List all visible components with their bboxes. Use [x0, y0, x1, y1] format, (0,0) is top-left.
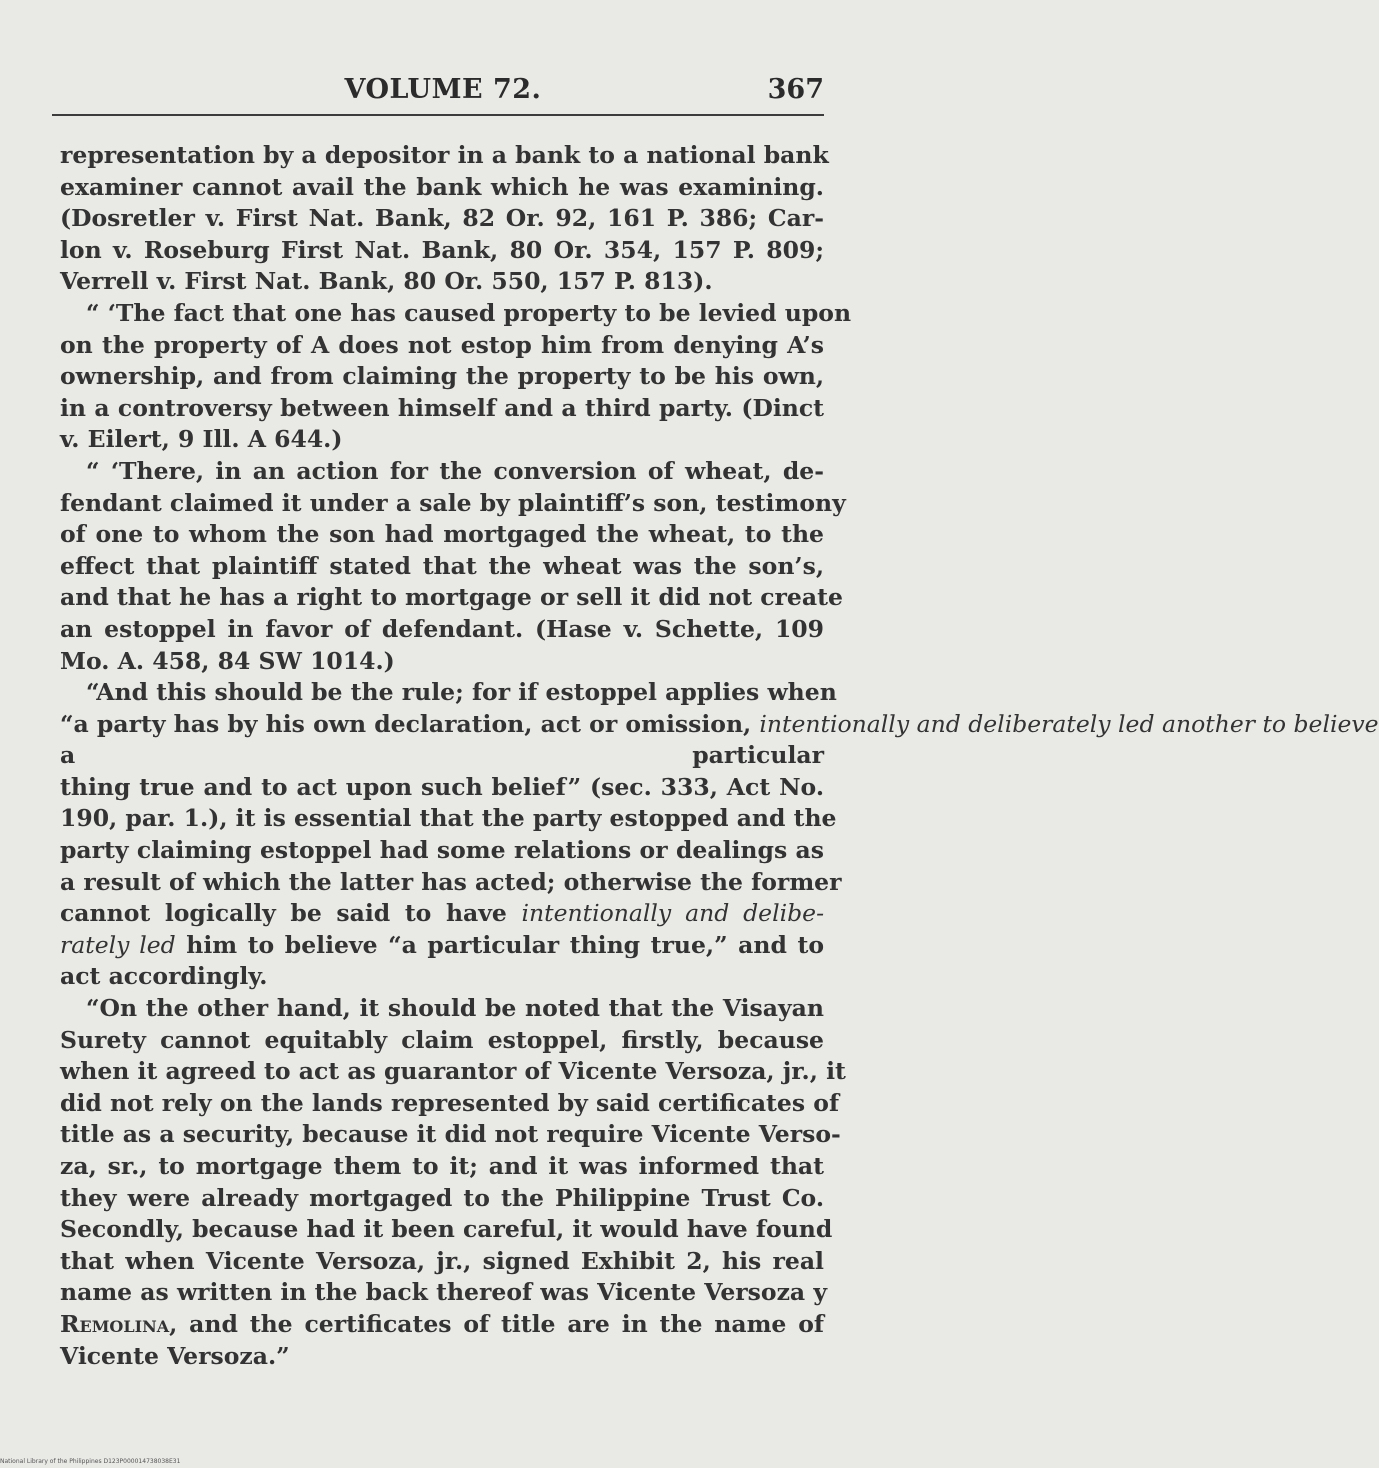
- running-head: VOLUME 72.: [344, 74, 542, 105]
- text-line: and that he has a right to mortgage or sell it did not create: [60, 583, 843, 612]
- text-line: [60, 930, 824, 962]
- text-line: [60, 1309, 824, 1341]
- text-line: thing true and to act upon such belief” (sec. 333, Act No.: [60, 772, 824, 801]
- text-line: (Dosretler v. First Nat. Bank, 82 Or. 92, 161 P. 386; Car-: [60, 204, 824, 233]
- text-line: when it agreed to act as guarantor of Vicente Versoza, jr., it: [60, 1057, 846, 1086]
- text-line: “And this should be the rule; for if estoppel applies when: [86, 678, 837, 707]
- text-line: act accordingly.: [60, 962, 268, 991]
- text-segment: , and the certificates of title are in the name of: [169, 1309, 824, 1338]
- italic-segment: intentionally and delibe-: [521, 899, 825, 928]
- text-line: an estoppel in favor of defendant. (Hase v. Schette, 109: [60, 614, 824, 643]
- text-line: representation by a depositor in a bank to a national bank: [60, 141, 829, 169]
- text-line: “ ‘There, in an action for the conversion of wheat, de-: [86, 456, 824, 485]
- text-line: on the property of A does not estop him from denying A’s: [60, 330, 824, 359]
- body-text: [60, 140, 1379, 1372]
- text-line: a result of which the latter has acted; otherwise the former: [60, 867, 842, 896]
- text-line: effect that plaintiff stated that the wheat was the son’s,: [60, 551, 824, 580]
- text-line: examiner cannot avail the bank which he was examining.: [60, 172, 824, 201]
- text-line: “On the other hand, it should be noted that the Visayan: [86, 994, 824, 1023]
- text-segment: “a party has by his own declaration, act or omission,: [60, 709, 752, 738]
- text-line: in a controversy between himself and a third party. (Dinct: [60, 393, 824, 422]
- text-line: 190, par. 1.), it is essential that the party estopped and the: [60, 804, 837, 833]
- header-rule: [52, 114, 824, 116]
- text-line: of one to whom the son had mortgaged the wheat, to the: [60, 520, 824, 549]
- text-segment: a particular: [60, 741, 824, 770]
- small-caps-segment: Remolina: [60, 1309, 170, 1338]
- text-line: did not rely on the lands represented by said certificates of: [60, 1088, 840, 1117]
- text-line: they were already mortgaged to the Philippine Trust Co.: [60, 1183, 824, 1212]
- text-line: [60, 898, 824, 930]
- italic-segment: intentionally and deliberately led another to believe: [759, 709, 1379, 738]
- text-line: Verrell v. First Nat. Bank, 80 Or. 550, 157 P. 813).: [60, 267, 713, 296]
- digitization-note: National Library of the Philippines D123P000014738038E31: [0, 1458, 181, 1465]
- text-line: Surety cannot equitably claim estoppel, firstly, because: [60, 1025, 824, 1054]
- text-line: name as written in the back thereof was Vicente Versoza y: [60, 1278, 827, 1307]
- text-line: title as a security, because it did not require Vicente Verso-: [60, 1120, 841, 1149]
- text-line: v. Eilert, 9 Ill. A 644.): [60, 425, 343, 454]
- text-line: fendant claimed it under a sale by plaintiff’s son, testimony: [60, 488, 846, 517]
- page-header: [62, 70, 824, 110]
- text-line: [60, 709, 1379, 741]
- text-line: that when Vicente Versoza, jr., signed Exhibit 2, his real: [60, 1246, 824, 1275]
- text-line: za, sr., to mortgage them to it; and it was informed that: [60, 1152, 824, 1180]
- text-line: Mo. A. 458, 84 SW 1014.): [60, 646, 395, 675]
- page-number: 367: [767, 74, 824, 105]
- text-line: party claiming estoppel had some relations or dealings as: [60, 836, 824, 865]
- text-line: “ ‘The fact that one has caused property to be levied upon: [86, 298, 852, 327]
- text-line: lon v. Roseburg First Nat. Bank, 80 Or. 354, 157 P. 809;: [60, 235, 824, 264]
- text-segment: cannot logically be said to have: [60, 899, 507, 928]
- text-line: ownership, and from claiming the property to be his own,: [60, 362, 824, 391]
- text-segment: him to believe “a particular thing true,” and to: [186, 930, 825, 959]
- italic-segment: rately led: [60, 930, 176, 959]
- text-line: [60, 740, 824, 772]
- text-line: Secondly, because had it been careful, it would have found: [60, 1215, 833, 1244]
- text-line: Vicente Versoza.”: [60, 1341, 290, 1370]
